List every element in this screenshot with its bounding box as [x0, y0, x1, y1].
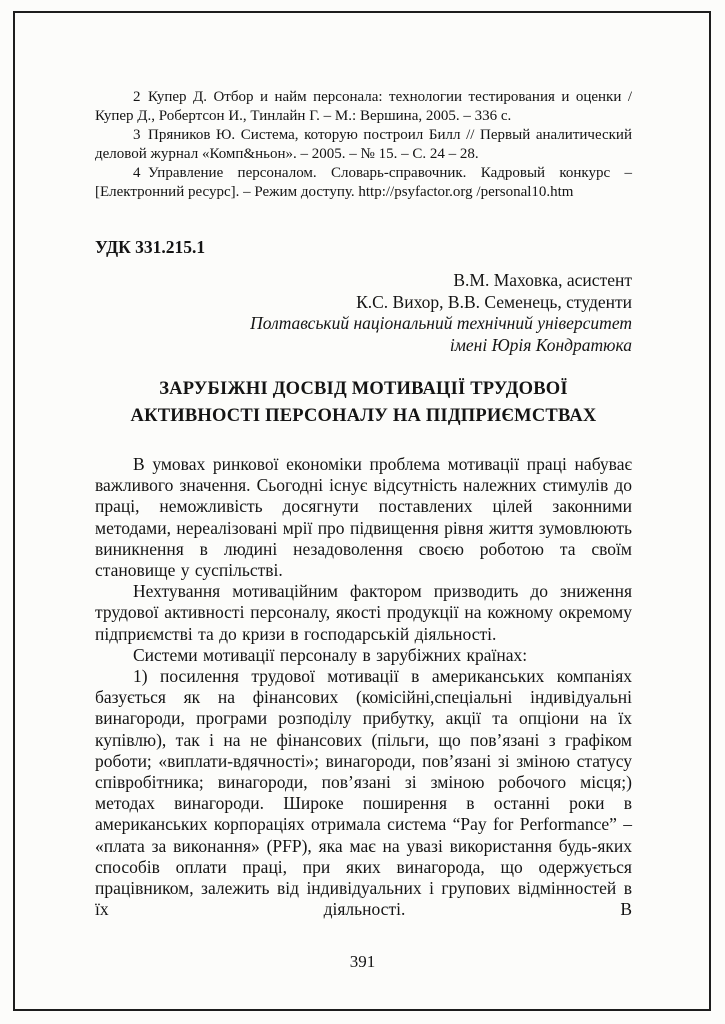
page-content — [95, 88, 632, 920]
reference-item: 4 Управление персоналом. Словарь-справочник. Кадровый конкурс – [Електронний ресурс]. – Режим доступу. http://psyfactor.org /personal10.htm — [95, 165, 632, 200]
page-number: 391 — [349, 952, 376, 971]
affiliation-line: Полтавський національний технічний університет — [250, 313, 632, 333]
paper-title — [95, 376, 632, 430]
paper-body — [95, 454, 632, 920]
author-line: К.С. Вихор, В.В. Семенець, студенти — [356, 291, 632, 312]
udc-code: УДК 331.215.1 — [95, 237, 206, 257]
author-line: В.М. Маховка, асистент — [453, 270, 632, 290]
authors-block — [95, 270, 632, 356]
reference-item: 3 Пряников Ю. Система, которую построил Билл // Первый аналитический деловой журнал «Комп&ньон». – 2005. – № 15. – С. 24 – 28. — [95, 127, 632, 162]
body-paragraph: Системи мотивації персоналу в зарубіжних країнах: — [133, 644, 528, 665]
body-paragraph: В умовах ринкової економіки проблема мотивації праці набуває важливого значення. Сьогодні існує відсутність належних стимулів до праці, неможливість досягнути поставлених цілей законними методами, нереалізовані мрії про підвищення рівня життя зумовлюють виникнення в людині незадоволення своєю роботою та своїм становище у суспільстві. — [95, 454, 632, 581]
paper-title-line: АКТИВНОСТІ ПЕРСОНАЛУ НА ПІДПРИЄМСТВАХ — [130, 406, 597, 426]
body-paragraph: 1) посилення трудової мотивації в американських компаніях базується як на фінансових (комісійні,спеціальні індивідуальні винагороди, програми розподілу прибутку, акції та опціони на їх купівлю), так і на не фінансових (пільги, що пов’язані з графіком роботи; «виплати-вдячності»; винагороди, пов’язані зі зміною статусу співробітника; винагороди, пов’язані зі зміною робочого місця;) методах винагороди. Широке поширення в останні роки в американських корпораціях отримала система “Pay for Performance” – «плата за виконання» (PFP), яка має на увазі використання будь-яких способів оплати праці, при яких винагорода, що одержується працівником, залежить від індивідуальних і групових відмінностей в їх діяльності. В — [95, 666, 632, 920]
references-list — [95, 88, 632, 202]
affiliation-line: імені Юрія Кондратюка — [449, 334, 632, 355]
reference-item: 2 Купер Д. Отбор и найм персонала: технологии тестирования и оценки / Купер Д., Робертсон И., Тинлайн Г. – М.: Вершина, 2005. – 336 с. — [95, 89, 632, 124]
paper-title-line: ЗАРУБІЖНІ ДОСВІД МОТИВАЦІЇ ТРУДОВОЇ — [159, 379, 568, 399]
body-paragraph: Нехтування мотиваційним фактором призводить до зниження трудової активності персоналу, якості продукції на кожному окремому підприємстві та до кризи в господарській діяльності. — [95, 581, 632, 644]
